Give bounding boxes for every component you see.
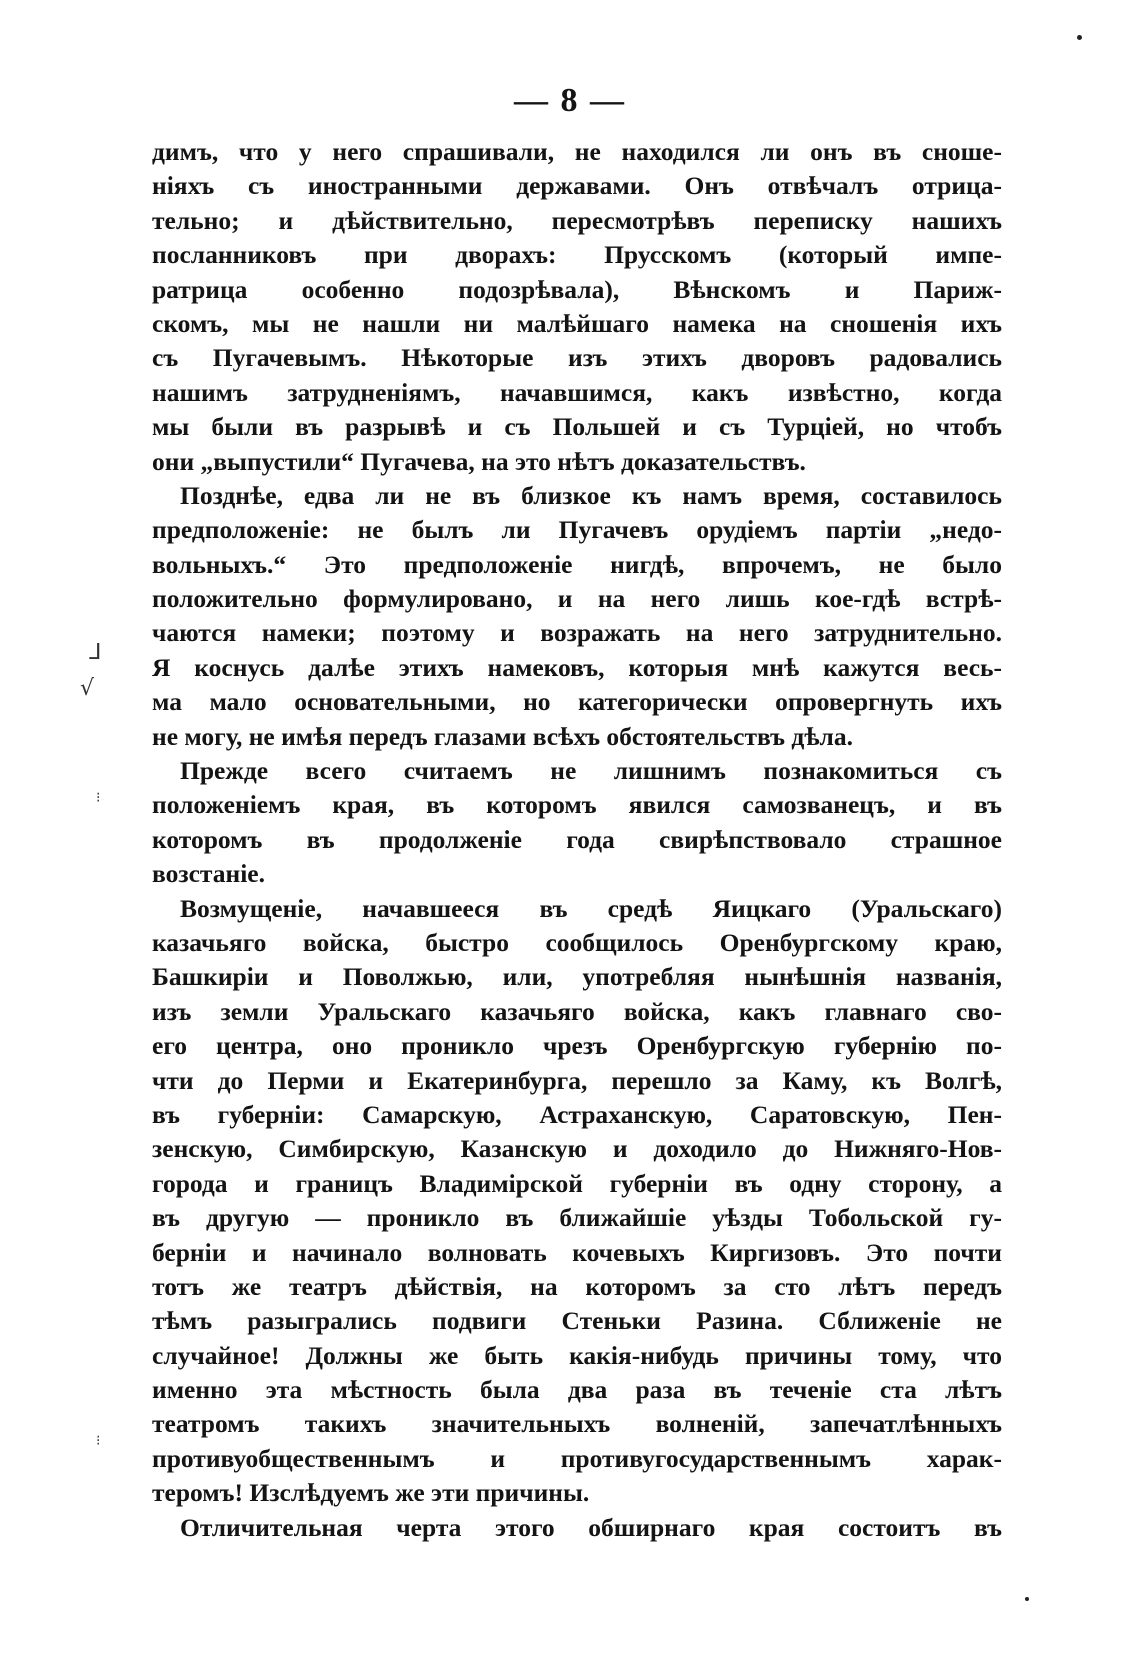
text-line: Возмущеніе, начавшееся въ средѣ Яицкаго (Уральскаго) [180, 893, 1002, 923]
text-line: театромъ такихъ значительныхъ волненій, запечатлѣнныхъ [152, 1409, 1002, 1439]
text-line: города и границъ Владимірской губерніи въ одну сторону, а [152, 1168, 1002, 1198]
text-line: его центра, оно проникло чрезъ Оренбургскую губернію по- [152, 1031, 1002, 1061]
text-line: зенскую, Симбирскую, Казанскую и доходило до Нижняго-Нов- [152, 1134, 1002, 1164]
text-line: противуобщественнымъ и противугосударственнымъ харак- [152, 1443, 1002, 1473]
text-line: они „выпустили“ Пугачева, на это нѣтъ доказательствъ. [152, 446, 806, 476]
text-line: тельно; и дѣйствительно, пересмотрѣвъ переписку нашихъ [152, 205, 1002, 235]
margin-check-mark: √ [80, 676, 95, 701]
margin-tick-mark: ᒧ [88, 640, 102, 665]
text-line: предположеніе: не былъ ли Пугачевъ орудіемъ партіи „недо- [152, 515, 1002, 545]
corner-speck [1077, 35, 1082, 40]
text-line: скомъ, мы не нашли ни малѣйшаго намека на сношенія ихъ [152, 308, 1002, 338]
text-line: чаются намеки; поэтому и возражать на него затруднительно. [152, 618, 1002, 648]
text-line: Башкиріи и Поволжью, или, употребляя нынѣшнія названія, [152, 962, 1002, 992]
text-line: казачьяго войска, быстро сообщилось Оренбургскому краю, [152, 927, 1002, 957]
text-line: ратрица особенно подозрѣвала), Вѣнскомъ и Париж- [152, 274, 1002, 304]
page-number: — 8 — [514, 82, 626, 119]
body-text [152, 135, 1002, 1545]
text-line: которомъ въ продолженіе года свирѣпствовало страшное [152, 824, 1002, 854]
text-line: Отличительная черта этого обширнаго края состоитъ въ [180, 1512, 1002, 1542]
text-line: Прежде всего считаемъ не лишнимъ познакомиться съ [180, 756, 1002, 786]
text-line: мы были въ разрывѣ и съ Польшей и съ Турціей, но чтобъ [152, 412, 1002, 442]
text-line: тѣмъ разыгрались подвиги Стеньки Разина. Сближеніе не [152, 1306, 1002, 1336]
text-line: возстаніе. [152, 859, 265, 889]
text-line: тотъ же театръ дѣйствія, на которомъ за сто лѣтъ передъ [152, 1271, 1002, 1301]
text-line: Позднѣе, едва ли не въ близкое къ намъ время, составилось [180, 480, 1002, 510]
text-line: положительно формулировано, и на него лишь кое-гдѣ встрѣ- [152, 584, 1002, 614]
corner-speck [1025, 1597, 1029, 1601]
text-line: теромъ! Изслѣдуемъ же эти причины. [152, 1478, 590, 1508]
text-line: въ губерніи: Самарскую, Астраханскую, Саратовскую, Пен- [152, 1099, 1002, 1129]
text-line: въ другую — проникло въ ближайшіе уѣзды Тобольской гу- [152, 1203, 1002, 1233]
text-line: Я коснусь далѣе этихъ намековъ, которыя мнѣ кажутся весь- [152, 652, 1002, 682]
text-line: ма мало основательными, но категорически опровергнуть ихъ [152, 687, 1002, 717]
text-line: берніи и начинало волновать кочевыхъ Киргизовъ. Это почти [152, 1237, 1002, 1267]
text-line: положеніемъ края, въ которомъ явился самозванецъ, и въ [152, 790, 1002, 820]
text-line: нашимъ затрудненіямъ, начавшимся, какъ извѣстно, когда [152, 377, 1002, 407]
text-line: чти до Перми и Екатеринбурга, перешло за Каму, къ Волгѣ, [152, 1065, 1002, 1095]
text-line: ніяхъ съ иностранными державами. Онъ отвѣчалъ отрица- [152, 171, 1002, 201]
margin-speck-mark: ⁝ [96, 1433, 101, 1449]
text-line: посланниковъ при дворахъ: Прусскомъ (который импе- [152, 240, 1002, 270]
margin-speck-mark: ⁝ [96, 790, 101, 806]
text-line: не могу, не имѣя передъ глазами всѣхъ обстоятельствъ дѣла. [152, 721, 853, 751]
text-line: изъ земли Уральскаго казачьяго войска, какъ главнаго сво- [152, 996, 1002, 1026]
text-line: вольныхъ.“ Это предположеніе нигдѣ, впрочемъ, не было [152, 549, 1002, 579]
text-line: именно эта мѣстность была два раза въ теченіе ста лѣтъ [152, 1375, 1002, 1405]
text-line: съ Пугачевымъ. Нѣкоторые изъ этихъ дворовъ радовались [152, 343, 1002, 373]
text-line: димъ, что у него спрашивали, не находился ли онъ въ снoше- [152, 137, 1002, 166]
text-line: случайное! Должны же быть какія-нибудь причины тому, что [152, 1340, 1002, 1370]
